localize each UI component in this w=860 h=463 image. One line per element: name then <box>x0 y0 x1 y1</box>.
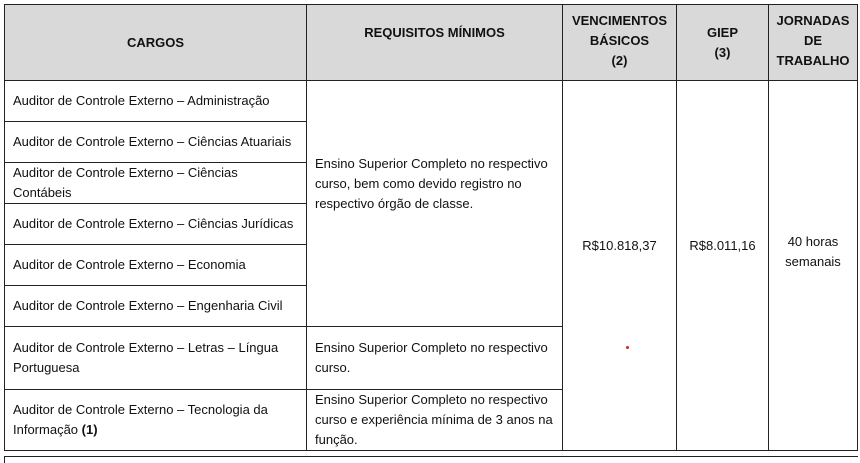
cargo-cell: Auditor de Controle Externo – Ciências Jurídicas <box>5 204 307 245</box>
header-giep-l2: (3) <box>714 45 731 60</box>
header-jornadas-l1: JORNADAS <box>776 13 850 28</box>
header-cargos: CARGOS <box>5 5 307 81</box>
requisito-cell: Ensino Superior Completo no respectivo curso e experiência mínima de 3 anos na função. <box>307 390 563 451</box>
requisito-cell: Ensino Superior Completo no respectivo curso. <box>307 327 563 390</box>
cargo-cell: Auditor de Controle Externo – Engenharia Civil <box>5 286 307 327</box>
jornada-l1: 40 horas <box>787 233 839 249</box>
header-requisitos: REQUISITOS MÍNIMOS <box>307 5 563 81</box>
header-vencimentos <box>563 5 677 81</box>
header-vencimentos-l1: VENCIMENTOS <box>571 13 668 28</box>
cargos-table <box>4 4 858 451</box>
cargo-text: Auditor de Controle Externo – Tecnologia da Informação <box>13 402 268 437</box>
cargo-cell: Auditor de Controle Externo – Ciências Atuariais <box>5 122 307 163</box>
footnote-ref: (1) <box>81 422 98 437</box>
red-dot-mark <box>626 346 629 349</box>
table-row <box>5 81 858 122</box>
header-vencimentos-l2: BÁSICOS <box>589 33 650 48</box>
cargo-cell: Auditor de Controle Externo – Ciências Contábeis <box>5 163 307 204</box>
header-jornadas-l3: TRABALHO <box>776 53 850 68</box>
jornada-cell <box>769 81 858 451</box>
header-giep-l1: GIEP <box>706 25 739 40</box>
header-row <box>5 5 858 81</box>
giep-cell: R$8.011,16 <box>677 81 769 451</box>
header-vencimentos-l3: (2) <box>611 53 628 68</box>
cargo-cell: Auditor de Controle Externo – Letras – Língua Portuguesa <box>5 327 307 390</box>
jornada-l2: semanais <box>785 253 841 269</box>
cargo-cell: Auditor de Controle Externo – Economia <box>5 245 307 286</box>
cargo-cell: Auditor de Controle Externo – Administração <box>5 81 307 122</box>
requisito-cell: Ensino Superior Completo no respectivo curso, bem como devido registro no respectivo órgão de classe. <box>307 81 563 327</box>
header-jornadas <box>769 5 858 81</box>
cargo-cell <box>5 390 307 451</box>
header-jornadas-l2: DE <box>803 33 823 48</box>
vencimento-cell: R$10.818,37 <box>563 81 677 451</box>
header-giep <box>677 5 769 81</box>
